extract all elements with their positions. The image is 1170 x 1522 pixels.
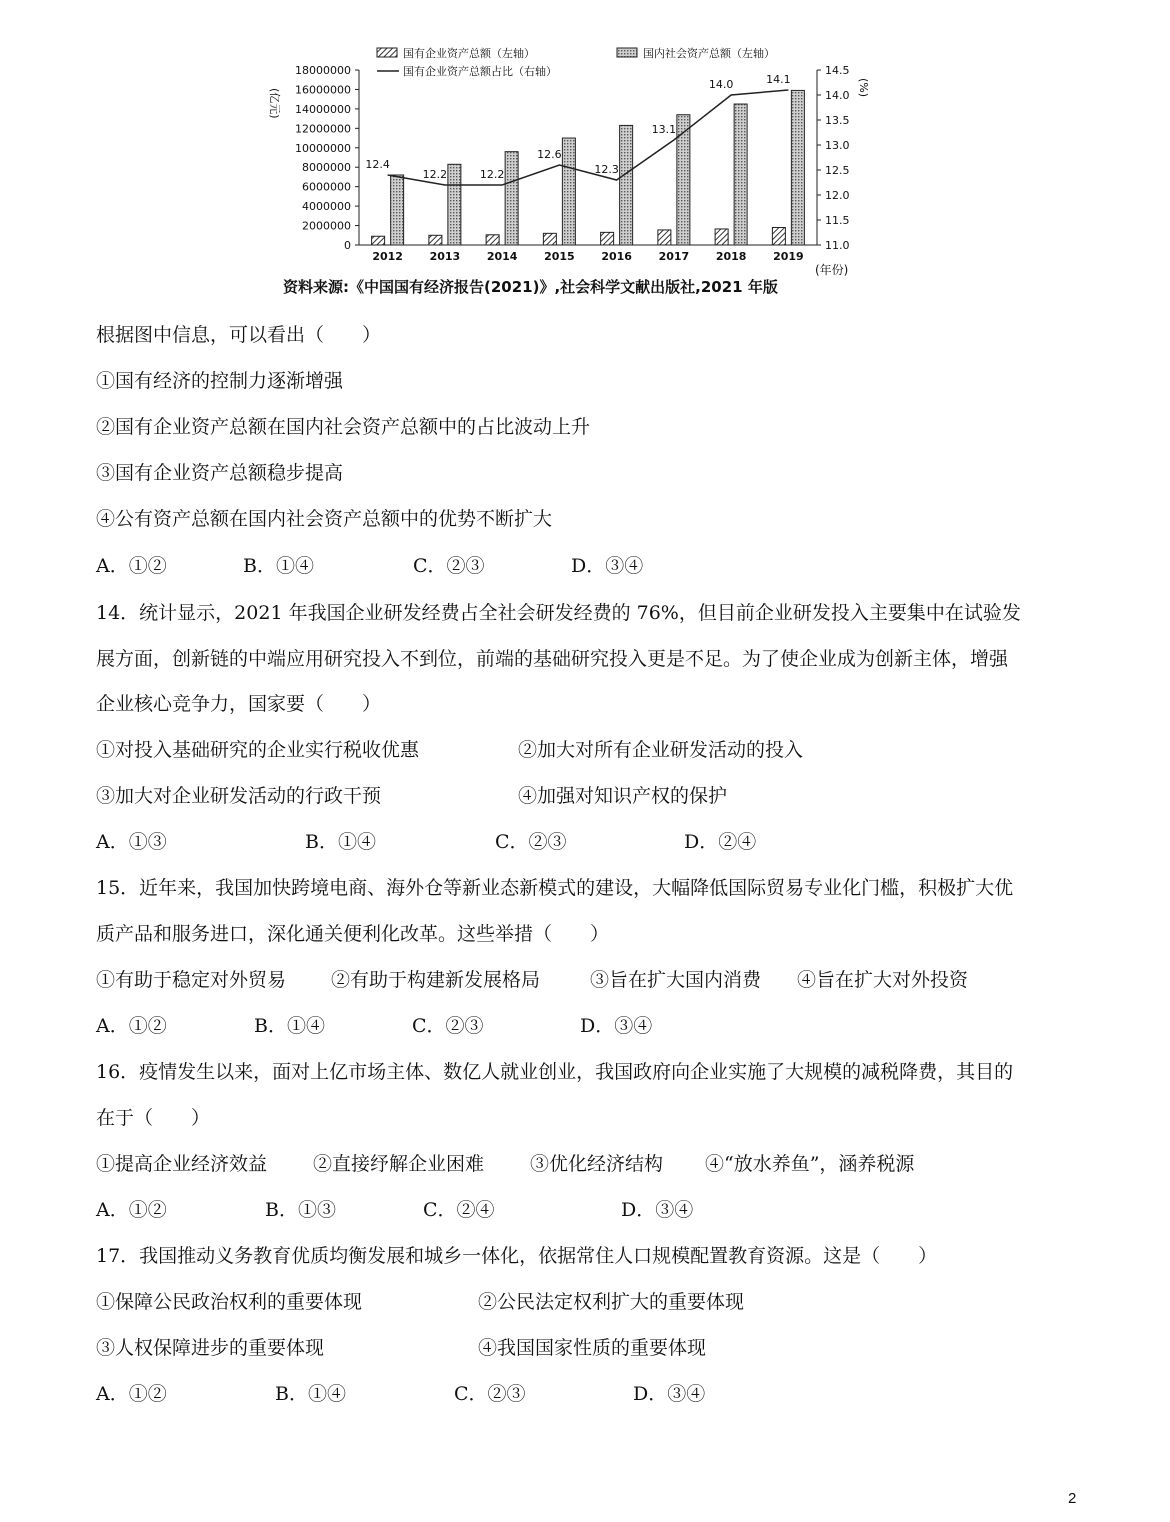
left-tick-label: 0 <box>344 239 351 252</box>
bar-total-assets <box>677 115 690 245</box>
right-ticks <box>817 64 850 252</box>
q16-option-d: D．③④ <box>621 1199 694 1221</box>
chart-svg <box>255 38 920 300</box>
q15-item-1: ①有助于稳定对外贸易 <box>96 969 287 991</box>
q16-stem-line-2: 在于（ ） <box>96 1107 211 1129</box>
q15-option-a: A．①② <box>96 1015 167 1037</box>
x-tick-label: 2012 <box>372 250 403 263</box>
x-tick-label: 2015 <box>544 250 575 263</box>
bar-soe-assets <box>772 228 785 246</box>
ratio-data-label: 12.2 <box>479 168 505 181</box>
q15-option-c: C．②③ <box>412 1015 484 1037</box>
bar-soe-assets <box>429 235 442 245</box>
q14-stem-line-1: 14．统计显示，2021 年我国企业研发经费占全社会研发经费的 76%，但目前企业研发投入主要集中在试验发 <box>96 602 1021 624</box>
q15-stem-line-1: 15．近年来，我国加快跨境电商、海外仓等新业态新模式的建设，大幅降低国际贸易专业化门槛，积极扩大优 <box>96 877 1014 899</box>
bar-soe-assets <box>658 230 671 245</box>
q16-stem-line-1: 16．疫情发生以来，面对上亿市场主体、数亿人就业创业，我国政府向企业实施了大规模的减税降费，其目的 <box>96 1061 1014 1083</box>
right-tick-label: 13.5 <box>825 114 850 127</box>
bar-total-assets <box>620 125 633 245</box>
left-tick-label: 8000000 <box>302 161 351 175</box>
x-tick-label: 2013 <box>429 250 461 263</box>
bar-total-assets <box>391 175 404 245</box>
q14-item-3: ③加大对企业研发活动的行政干预 <box>96 785 382 807</box>
left-tick-label: 16000000 <box>295 83 351 97</box>
bar-soe-assets <box>486 235 499 245</box>
page-number: 2 <box>1068 1490 1077 1507</box>
q16-item-1: ①提高企业经济效益 <box>96 1153 268 1175</box>
ratio-data-label: 12.4 <box>365 158 390 171</box>
q14-stem-line-3: 企业核心竞争力，国家要（ ） <box>96 693 382 715</box>
q13-item-1: ①国有经济的控制力逐渐增强 <box>96 370 344 392</box>
q15-item-4: ④旨在扩大对外投资 <box>797 969 969 991</box>
chart-source: 资料来源:《中国国有经济报告(2021)》,社会科学文献出版社,2021 年版 <box>283 278 778 296</box>
data-labels <box>365 73 790 181</box>
q15-item-2: ②有助于构建新发展格局 <box>331 969 541 991</box>
right-tick-label: 12.5 <box>825 164 850 177</box>
q13-stem: 根据图中信息，可以看出（ ） <box>96 324 382 346</box>
q14-option-c: C．②③ <box>495 831 567 853</box>
q13-option-c: C．②③ <box>413 555 485 577</box>
q14-option-b: B．①④ <box>305 831 376 853</box>
q14-item-1: ①对投入基础研究的企业实行税收优惠 <box>96 739 420 761</box>
q17-stem: 17．我国推动义务教育优质均衡发展和城乡一体化，依据常住人口规模配置教育资源。这是（ ） <box>96 1245 938 1267</box>
ratio-data-label: 12.6 <box>537 148 562 161</box>
q16-item-2: ②直接纾解企业困难 <box>313 1153 485 1175</box>
q13-option-d: D．③④ <box>571 555 644 577</box>
left-tick-label: 2000000 <box>302 219 351 233</box>
q14-item-2: ②加大对所有企业研发活动的投入 <box>518 739 804 761</box>
left-ticks <box>295 64 359 252</box>
right-tick-label: 13.0 <box>825 139 850 152</box>
x-tick-label: 2018 <box>715 250 747 263</box>
bar-soe-assets <box>715 229 728 245</box>
q14-option-d: D．②④ <box>684 831 757 853</box>
legend-label-soe: 国有企业资产总额（左轴） <box>403 47 535 60</box>
right-axis-title: (%) <box>857 78 870 98</box>
x-tick-label: 2016 <box>601 250 632 263</box>
ratio-data-label: 14.0 <box>708 78 734 91</box>
q17-option-c: C．②③ <box>454 1383 526 1405</box>
q17-option-b: B．①④ <box>275 1383 346 1405</box>
q17-option-d: D．③④ <box>633 1383 706 1405</box>
q14-item-4: ④加强对知识产权的保护 <box>518 785 728 807</box>
q17-item-1: ①保障公民政治权利的重要体现 <box>96 1291 363 1313</box>
q14-stem-line-2: 展方面，创新链的中端应用研究投入不到位，前端的基础研究投入更是不足。为了使企业成为创新主体，增强 <box>96 648 1009 670</box>
legend-label-ratio: 国有企业资产总额占比（右轴） <box>403 65 557 78</box>
right-tick-label: 11.0 <box>825 239 850 252</box>
q15-stem-line-2: 质产品和服务进口，深化通关便利化改革。这些举措（ ） <box>96 923 610 945</box>
left-axis-title: (亿元) <box>268 88 281 119</box>
bar-total-assets <box>562 138 575 245</box>
q13-item-3: ③国有企业资产总额稳步提高 <box>96 462 344 484</box>
bar-soe-assets <box>601 232 614 245</box>
bar-total-assets <box>734 104 747 245</box>
q13-option-b: B．①④ <box>243 555 314 577</box>
bar-total-assets <box>505 152 518 245</box>
bar-total-assets <box>791 90 804 245</box>
q16-option-c: C．②④ <box>423 1199 495 1221</box>
q17-item-2: ②公民法定权利扩大的重要体现 <box>478 1291 745 1313</box>
q16-item-3: ③优化经济结构 <box>530 1153 664 1175</box>
q17-option-a: A．①② <box>96 1383 167 1405</box>
bar-total-assets <box>448 164 461 245</box>
x-tick-labels <box>372 250 803 263</box>
x-tick-label: 2014 <box>486 250 518 263</box>
left-tick-label: 18000000 <box>295 64 351 77</box>
x-tick-label: 2019 <box>773 250 804 263</box>
x-tick-label: 2017 <box>658 250 690 263</box>
ratio-data-label: 12.3 <box>594 163 619 176</box>
left-tick-label: 12000000 <box>295 122 351 136</box>
q17-item-3: ③人权保障进步的重要体现 <box>96 1337 325 1359</box>
legend-swatch-total <box>617 48 637 57</box>
q15-option-b: B．①④ <box>254 1015 325 1037</box>
ratio-data-label: 14.1 <box>766 73 791 86</box>
ratio-data-label: 13.1 <box>651 123 677 136</box>
left-tick-label: 14000000 <box>295 102 351 116</box>
q16-option-b: B．①③ <box>265 1199 336 1221</box>
bar-soe-assets <box>543 233 556 245</box>
right-tick-label: 11.5 <box>825 214 850 227</box>
legend-swatch-soe <box>377 48 397 57</box>
right-tick-label: 12.0 <box>825 189 850 202</box>
q15-option-d: D．③④ <box>580 1015 653 1037</box>
q16-item-4: ④“放水养鱼”，涵养税源 <box>705 1153 915 1175</box>
bar-soe-assets <box>372 236 385 245</box>
q16-option-a: A．①② <box>96 1199 167 1221</box>
right-tick-label: 14.0 <box>825 89 850 102</box>
legend-label-total: 国内社会资产总额（左轴） <box>643 47 775 60</box>
q14-option-a: A．①③ <box>96 831 167 853</box>
q15-item-3: ③旨在扩大国内消费 <box>590 969 762 991</box>
left-tick-label: 6000000 <box>302 180 351 194</box>
left-tick-label: 4000000 <box>302 200 351 214</box>
x-axis-title: (年份) <box>815 263 849 277</box>
q17-item-4: ④我国国家性质的重要体现 <box>478 1337 707 1359</box>
q13-item-4: ④公有资产总额在国内社会资产总额中的优势不断扩大 <box>96 508 553 530</box>
q13-item-2: ②国有企业资产总额在国内社会资产总额中的占比波动上升 <box>96 416 591 438</box>
chart <box>255 38 920 300</box>
left-tick-label: 10000000 <box>295 141 351 155</box>
ratio-data-label: 12.2 <box>422 168 448 181</box>
q13-option-a: A．①② <box>96 555 167 577</box>
right-tick-label: 14.5 <box>825 64 850 77</box>
